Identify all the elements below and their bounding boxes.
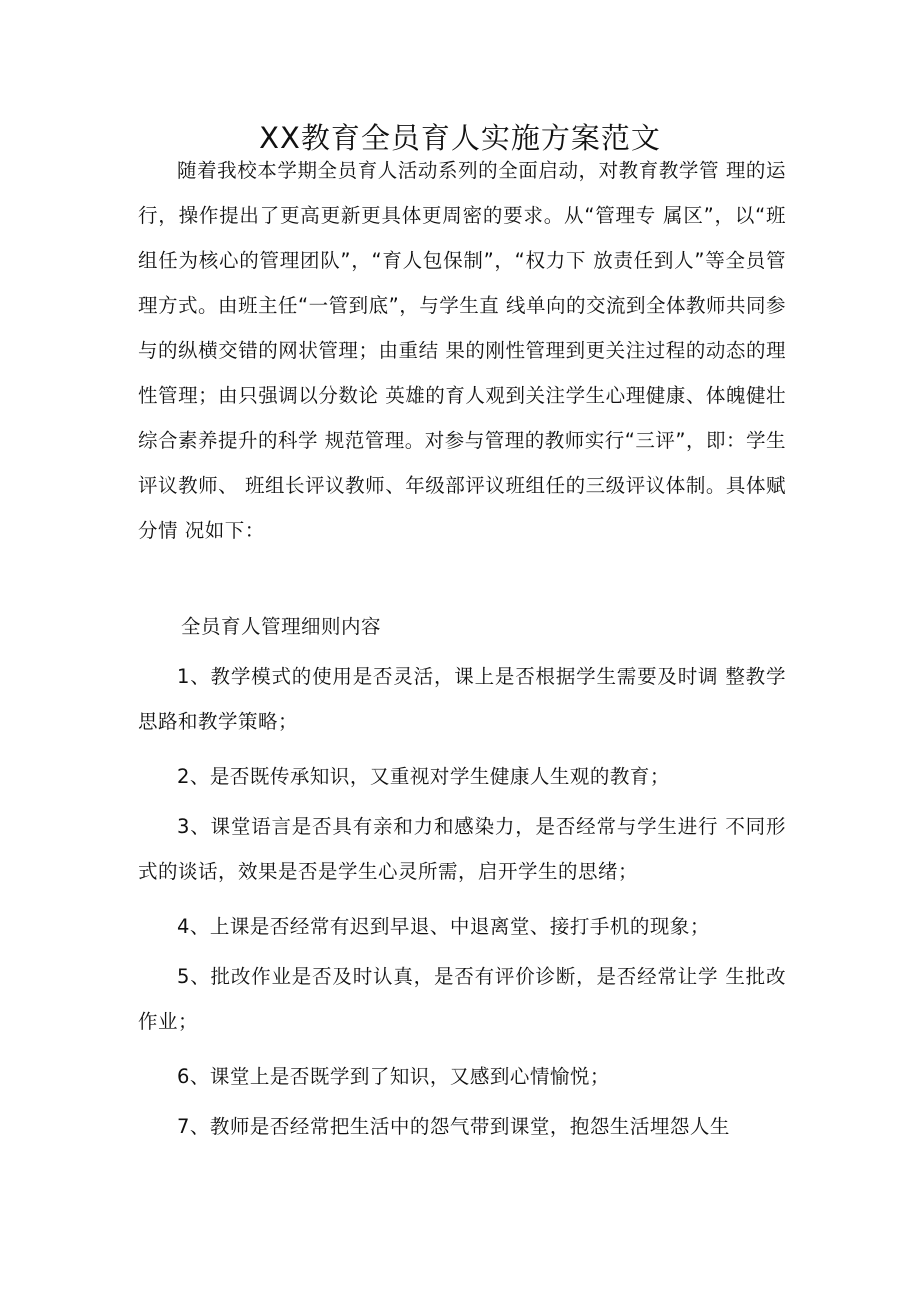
rule-item-6: 6、课堂上是否既学到了知识，又感到心情愉悦； [177, 1065, 610, 1088]
intro-paragraph: 随着我校本学期全员育人活动系列的全面启动，对教育教学管 理的运行，操作提出了更高更新更具体更周密的要求。从“管理专 属区”，以“班组任为核心的管理团队”，“育人包保制”，“权力下 放责任到人”等全员管理方式。由班主任“一管到底”，与学生直 线单向的交流到全体教师共同参与的纵横交错的网状管理；由重结 果的刚性管理到更关注过程的动态的理性管理；由只强调以分数论 英雄的育人观到关注学生心理健康、体魄健壮综合素养提升的科学 规范管理。对参与管理的教师实行“三评”，即：学生评议教师、 班组长评议教师、年级部评议班组任的三级评议体制。具体赋分情 况如下： [138, 159, 786, 542]
rule-item-3: 3、课堂语言是否具有亲和力和感染力，是否经常与学生进行 不同形式的谈话，效果是否是学生心灵所需，启开学生的思绪； [138, 815, 786, 883]
rule-item-5: 5、批改作业是否及时认真，是否有评价诊断，是否经常让学 生批改作业； [138, 965, 786, 1033]
section-heading: 全员育人管理细则内容 [181, 615, 382, 638]
rule-item-4: 4、上课是否经常有迟到早退、中退离堂、接打手机的现象； [177, 915, 710, 938]
rule-item-1: 1、教学模式的使用是否灵活，课上是否根据学生需要及时调 整教学思路和教学策略； [138, 665, 786, 733]
rule-item-2: 2、是否既传承知识，又重视对学生健康人生观的教育； [177, 765, 670, 788]
document-title: XX教育全员育人实施方案范文 [259, 121, 661, 155]
rule-item-7: 7、教师是否经常把生活中的怨气带到课堂，抱怨生活埋怨人生 [177, 1115, 730, 1138]
